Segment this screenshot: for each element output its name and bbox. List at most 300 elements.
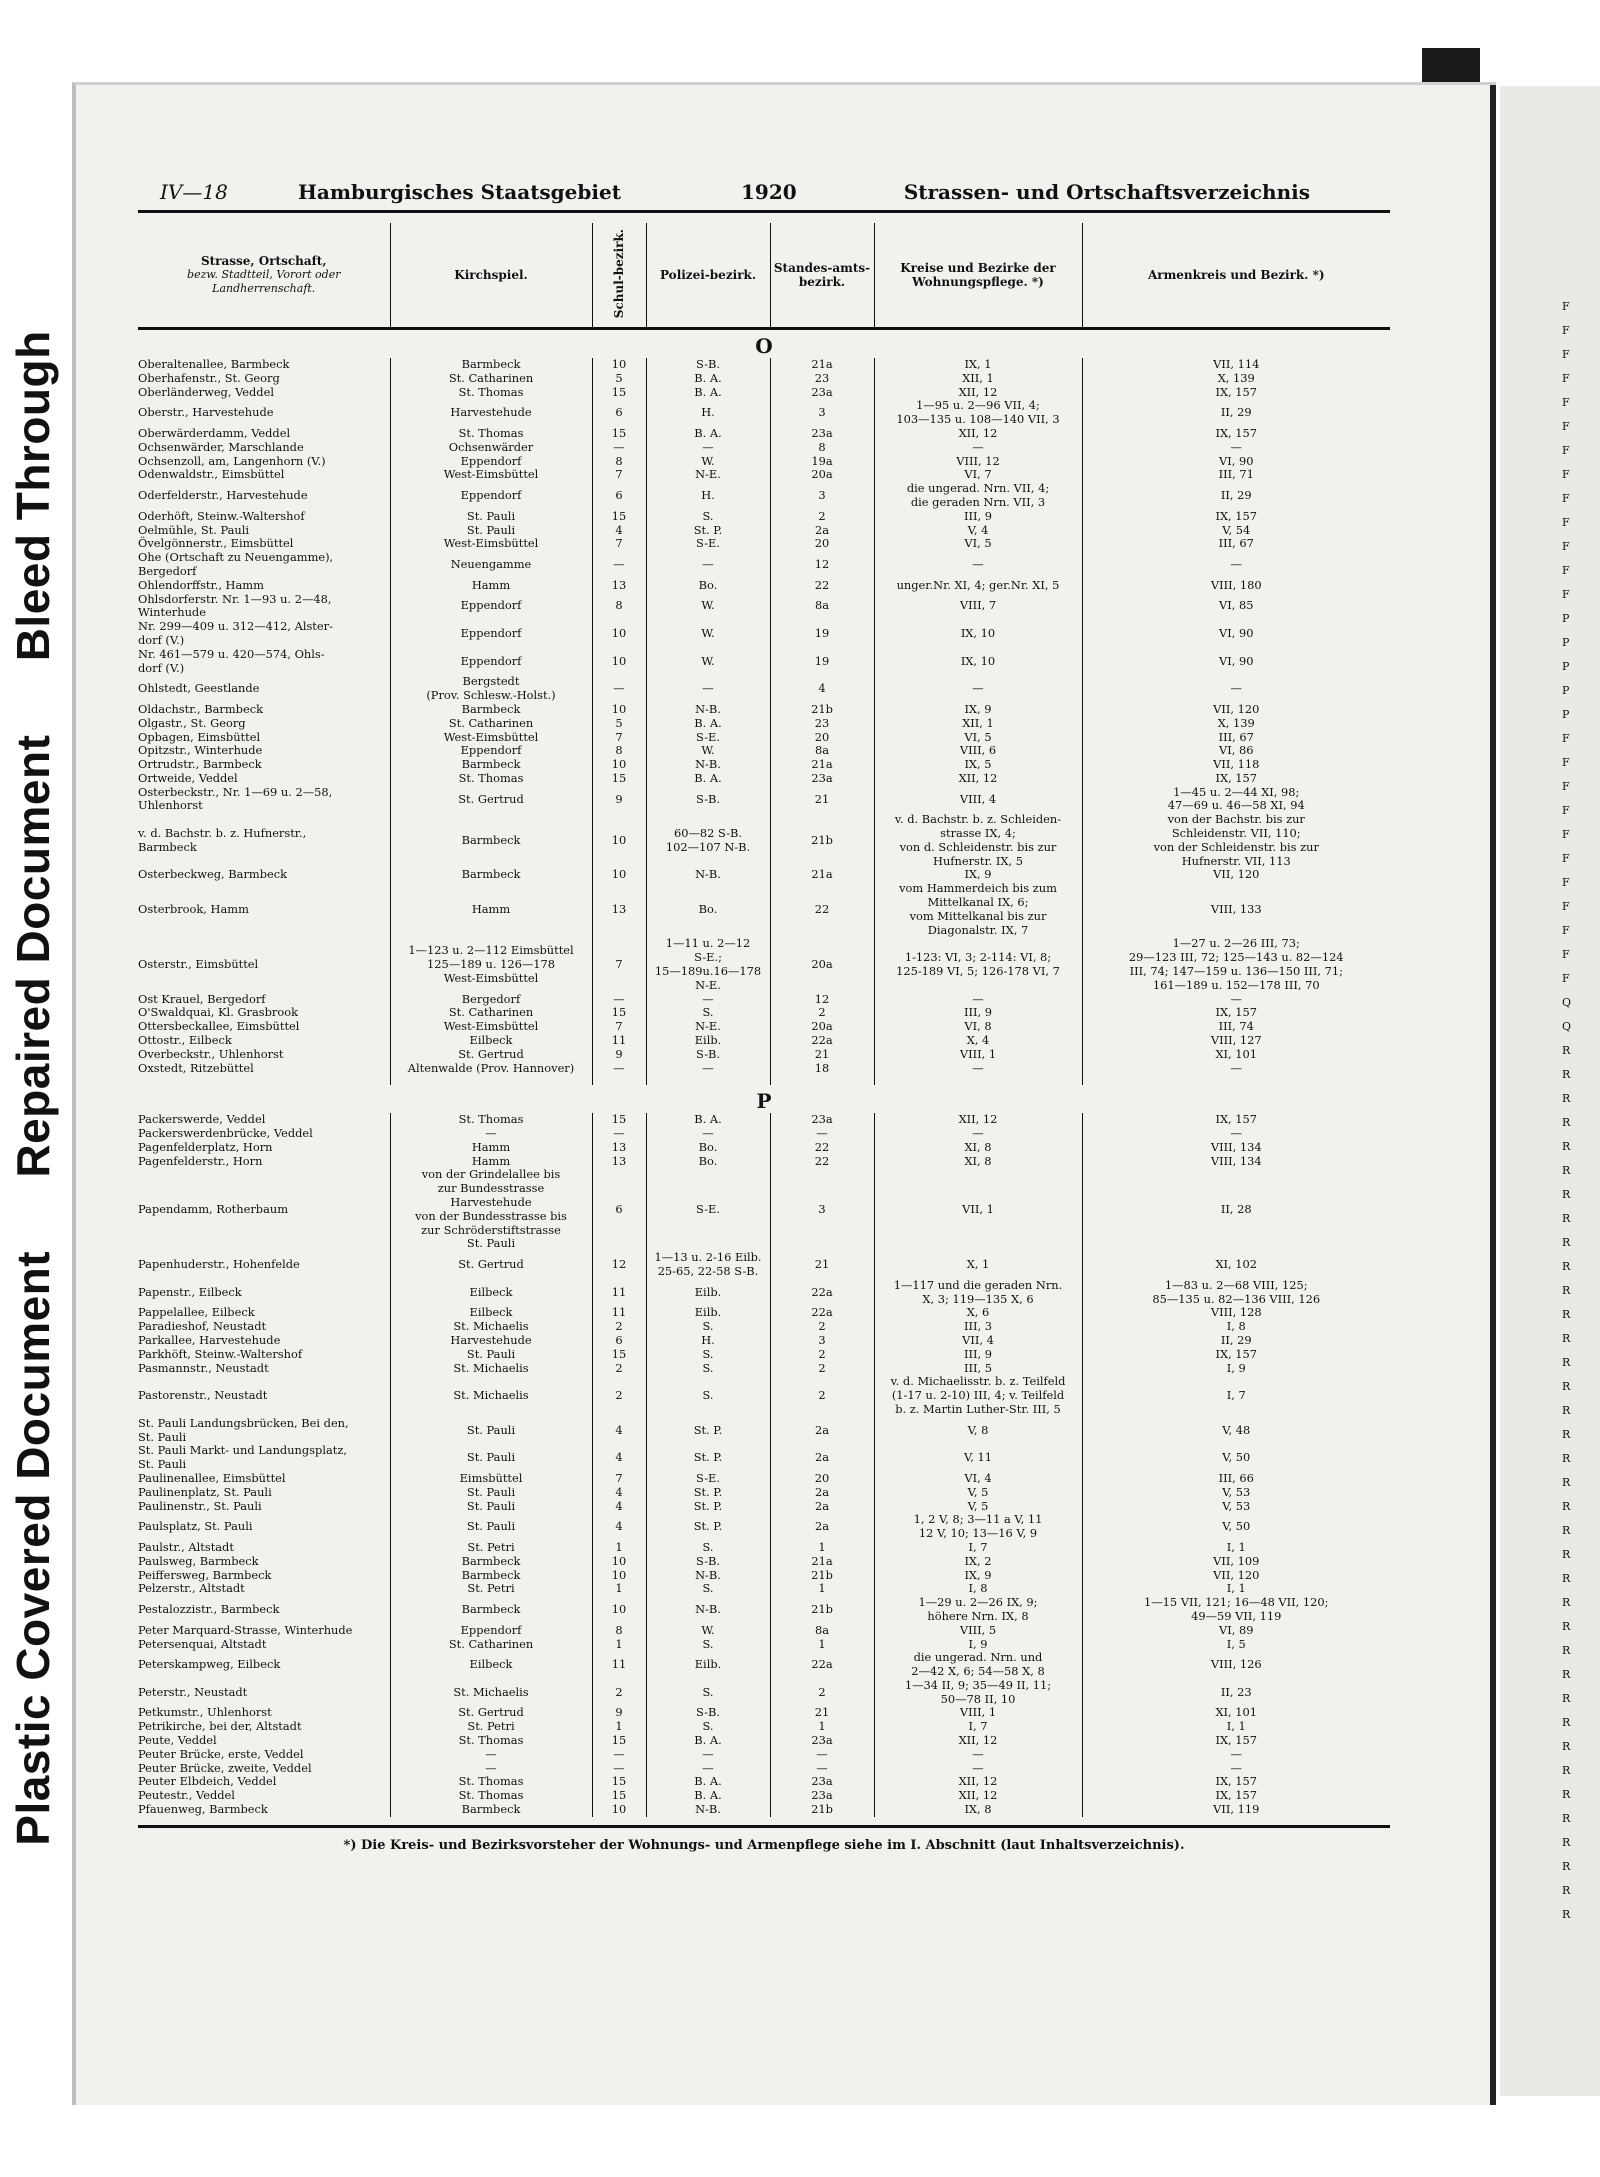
cell-poor-relief: — <box>1082 441 1390 455</box>
facing-page-letter: F <box>1562 972 1570 985</box>
facing-page-letter: R <box>1562 1236 1571 1249</box>
cell-poor-relief: — <box>1082 1062 1390 1076</box>
facing-page-letter: R <box>1562 1188 1571 1201</box>
cell-poor-relief: XI, 102 <box>1082 1251 1390 1279</box>
cell-school: 13 <box>592 1141 646 1155</box>
facing-page-letter: R <box>1562 1068 1571 1081</box>
cell-housing: VI, 5 <box>874 731 1082 745</box>
cell-police: S. <box>646 1638 770 1652</box>
cell-registry: 20a <box>770 937 874 992</box>
table-row <box>138 1362 1390 1376</box>
cell-poor-relief: IX, 157 <box>1082 1775 1390 1789</box>
cell-poor-relief: V, 53 <box>1082 1486 1390 1500</box>
cell-school: 11 <box>592 1034 646 1048</box>
cell-poor-relief: VII, 119 <box>1082 1803 1390 1817</box>
cell-registry: 19a <box>770 455 874 469</box>
cell-street: Paulinenstr., St. Pauli <box>138 1498 262 1513</box>
cell-housing: VII, 4 <box>874 1334 1082 1348</box>
cell-street: Ortweide, Veddel <box>138 770 238 785</box>
cell-registry: 21b <box>770 1569 874 1583</box>
cell-poor-relief: III, 66 <box>1082 1472 1390 1486</box>
cell-registry: 21 <box>770 1048 874 1062</box>
cell-registry: 8a <box>770 593 874 621</box>
cell-street: Osterbeckweg, Barmbeck <box>138 867 288 882</box>
table-row <box>138 1706 1390 1720</box>
cell-police: N-B. <box>646 758 770 772</box>
cell-housing: v. d. Bachstr. b. z. Schleiden- strasse IX, 4; von d. Schleidenstr. bis zur Hufnerstr. IX, 5 <box>874 813 1082 868</box>
cell-school: 10 <box>592 1555 646 1569</box>
cell-parish: Hamm <box>390 579 592 593</box>
cell-street: Pestalozzistr., Barmbeck <box>138 1602 280 1616</box>
cell-school: 7 <box>592 937 646 992</box>
cell-school: — <box>592 1762 646 1776</box>
table-row <box>138 1155 1390 1169</box>
cell-registry: 12 <box>770 551 874 579</box>
cell-poor-relief: I, 1 <box>1082 1541 1390 1555</box>
facing-page-letter: F <box>1562 780 1570 793</box>
facing-page-letter: R <box>1562 1260 1571 1273</box>
cell-housing: IX, 9 <box>874 1569 1082 1583</box>
cell-poor-relief: V, 53 <box>1082 1500 1390 1514</box>
table-row <box>138 868 1390 882</box>
cell-police: B. A. <box>646 1789 770 1803</box>
cell-police: S-B. <box>646 1706 770 1720</box>
cell-housing: 1—34 II, 9; 35—49 II, 11; 50—78 II, 10 <box>874 1679 1082 1707</box>
table-row <box>138 1251 1390 1279</box>
column-header-street: Strasse, Ortschaft, bezw. Stadtteil, Vorort oder Landherrenschaft. <box>138 223 390 329</box>
cell-poor-relief: V, 54 <box>1082 524 1390 538</box>
cell-street: Osterstr., Eimsbüttel <box>138 957 259 972</box>
cell-street: Peterskampweg, Eilbeck <box>138 1657 281 1672</box>
cell-registry: 2a <box>770 1513 874 1541</box>
table-row <box>138 482 1390 510</box>
cell-registry: 22 <box>770 579 874 593</box>
section-letter-row <box>138 1085 1390 1113</box>
cell-street: Ochsenwärder, Marschlande <box>138 439 304 454</box>
cell-parish: Bergedorf <box>390 993 592 1007</box>
cell-parish: St. Thomas <box>390 1775 592 1789</box>
cell-parish: Hamm <box>390 1155 592 1169</box>
cell-parish: Barmbeck <box>390 358 592 372</box>
cell-school: 13 <box>592 1155 646 1169</box>
cell-registry: 22a <box>770 1306 874 1320</box>
cell-housing: III, 9 <box>874 510 1082 524</box>
cell-housing: IX, 9 <box>874 868 1082 882</box>
cell-poor-relief: 1—27 u. 2—26 III, 73; 29—123 III, 72; 125—143 u. 82—124 III, 74; 147—159 u. 136—150 III, 71; 161—189 u. 152—178 III, 70 <box>1082 937 1390 992</box>
cell-housing: VI, 5 <box>874 537 1082 551</box>
cell-housing: — <box>874 441 1082 455</box>
table-row <box>138 675 1390 703</box>
cell-housing: VIII, 12 <box>874 455 1082 469</box>
facing-page-letter: R <box>1562 1428 1571 1441</box>
cell-street: Papenhuderstr., Hohenfelde <box>138 1257 300 1272</box>
facing-page-letter: R <box>1562 1548 1571 1561</box>
cell-poor-relief: I, 5 <box>1082 1638 1390 1652</box>
cell-parish: Harvestehude <box>390 1334 592 1348</box>
cell-street: Övelgönnerstr., Eimsbüttel <box>138 536 294 551</box>
cell-poor-relief: V, 50 <box>1082 1444 1390 1472</box>
cell-parish: St. Pauli <box>390 1444 592 1472</box>
cell-poor-relief: II, 23 <box>1082 1679 1390 1707</box>
cell-school: — <box>592 993 646 1007</box>
cell-registry: 23a <box>770 772 874 786</box>
cell-police: W. <box>646 648 770 676</box>
cell-street: Pfauenweg, Barmbeck <box>138 1802 268 1817</box>
cell-police: W. <box>646 620 770 648</box>
cell-police: S. <box>646 1720 770 1734</box>
cell-poor-relief: II, 29 <box>1082 399 1390 427</box>
cell-school: 1 <box>592 1582 646 1596</box>
cell-poor-relief: IX, 157 <box>1082 427 1390 441</box>
cell-school: 4 <box>592 1500 646 1514</box>
cell-school: 1 <box>592 1720 646 1734</box>
cell-police: B. A. <box>646 772 770 786</box>
cell-housing: XII, 12 <box>874 1113 1082 1127</box>
cell-street: Oberwärderdamm, Veddel <box>138 425 291 440</box>
column-header-police: Polizei-bezirk. <box>646 223 770 329</box>
table-row <box>138 372 1390 386</box>
cell-street: Peuter Elbdeich, Veddel <box>138 1774 277 1789</box>
cell-school: 1 <box>592 1541 646 1555</box>
table-row <box>138 399 1390 427</box>
cell-school: 9 <box>592 1048 646 1062</box>
cell-poor-relief: IX, 157 <box>1082 772 1390 786</box>
cell-police: S. <box>646 1679 770 1707</box>
cell-street: Overbeckstr., Uhlenhorst <box>138 1046 284 1061</box>
cell-registry: 21a <box>770 758 874 772</box>
cell-police: — <box>646 993 770 1007</box>
cell-registry: 23a <box>770 427 874 441</box>
cell-housing: I, 8 <box>874 1582 1082 1596</box>
cell-poor-relief: — <box>1082 675 1390 703</box>
cell-registry: 2 <box>770 1006 874 1020</box>
running-head <box>138 180 1390 213</box>
cell-street: Nr. 461—579 u. 420—574, Ohls- dorf (V.) <box>138 646 325 675</box>
cell-street: Oderhöft, Steinw.-Waltershof <box>138 508 305 523</box>
cell-housing: XII, 12 <box>874 772 1082 786</box>
cell-poor-relief: VIII, 126 <box>1082 1651 1390 1679</box>
cell-street: Pappelallee, Eilbeck <box>138 1305 255 1320</box>
table-row <box>138 1375 1390 1416</box>
cell-housing: VIII, 5 <box>874 1624 1082 1638</box>
cell-housing: V, 5 <box>874 1500 1082 1514</box>
cell-poor-relief: VI, 90 <box>1082 648 1390 676</box>
cell-parish: Barmbeck <box>390 1555 592 1569</box>
cell-housing: 1-123: VI, 3; 2-114: VI, 8; 125-189 VI, 5; 126-178 VI, 7 <box>874 937 1082 992</box>
cell-school: — <box>592 551 646 579</box>
cell-parish: — <box>390 1748 592 1762</box>
cell-poor-relief: von der Bachstr. bis zur Schleidenstr. VII, 110; von der Schleidenstr. bis zur Hufnerstr. VII, 113 <box>1082 813 1390 868</box>
cell-registry: 12 <box>770 993 874 1007</box>
table-row <box>138 1417 1390 1445</box>
facing-page-letter: R <box>1562 1644 1571 1657</box>
facing-page-letter: P <box>1562 708 1570 721</box>
facing-page-letter: R <box>1562 1596 1571 1609</box>
cell-poor-relief: VI, 85 <box>1082 593 1390 621</box>
cell-street: Ottostr., Eilbeck <box>138 1033 232 1048</box>
facing-page-letter: F <box>1562 468 1570 481</box>
cell-parish: St. Gertrud <box>390 1251 592 1279</box>
cell-school: 10 <box>592 1569 646 1583</box>
cell-registry: 22 <box>770 882 874 937</box>
table-row <box>138 1348 1390 1362</box>
facing-page-letter: F <box>1562 324 1570 337</box>
facing-page-letter: R <box>1562 1908 1571 1921</box>
cell-parish: St. Thomas <box>390 386 592 400</box>
cell-housing: V, 8 <box>874 1417 1082 1445</box>
table-row <box>138 593 1390 621</box>
cell-housing: X, 1 <box>874 1251 1082 1279</box>
cell-poor-relief: II, 29 <box>1082 1334 1390 1348</box>
cell-registry: 20a <box>770 1020 874 1034</box>
cell-poor-relief: VIII, 127 <box>1082 1034 1390 1048</box>
table-row <box>138 1803 1390 1817</box>
cell-poor-relief: VI, 90 <box>1082 620 1390 648</box>
cell-poor-relief: 1—45 u. 2—44 XI, 98; 47—69 u. 46—58 XI, 94 <box>1082 786 1390 814</box>
table-row <box>138 1034 1390 1048</box>
cell-street: Petrikirche, bei der, Altstadt <box>138 1719 302 1734</box>
facing-page-letter: F <box>1562 396 1570 409</box>
cell-police: S-B. <box>646 358 770 372</box>
table-row <box>138 386 1390 400</box>
cell-parish: von der Grindelallee bis zur Bundesstrasse Harvestehude von der Bundesstrasse bis zur Schröderstiftstrasse St. Pauli <box>390 1168 592 1251</box>
table-row <box>138 1679 1390 1707</box>
cell-police: S. <box>646 1375 770 1416</box>
cell-street: Paulstr., Altstadt <box>138 1539 234 1554</box>
cell-housing: XII, 12 <box>874 1789 1082 1803</box>
facing-page-letter: F <box>1562 300 1570 313</box>
table-row <box>138 1486 1390 1500</box>
cell-school: 4 <box>592 524 646 538</box>
facing-page-letter: F <box>1562 348 1570 361</box>
cell-poor-relief: V, 48 <box>1082 1417 1390 1445</box>
cell-housing: — <box>874 1062 1082 1076</box>
archive-sidebar <box>0 0 66 2177</box>
cell-school: 7 <box>592 1020 646 1034</box>
cell-school: — <box>592 1062 646 1076</box>
directory-title: Strassen- und Ortschaftsverzeichnis <box>903 180 1310 204</box>
cell-school: 8 <box>592 455 646 469</box>
facing-page-letter: R <box>1562 1620 1571 1633</box>
cell-school: 10 <box>592 648 646 676</box>
cell-registry: 2a <box>770 1500 874 1514</box>
cell-street: Peuter Brücke, zweite, Veddel <box>138 1760 312 1775</box>
table-row <box>138 1789 1390 1803</box>
cell-police: N-B. <box>646 1569 770 1583</box>
column-header-parish: Kirchspiel. <box>390 223 592 329</box>
facing-page-letter: R <box>1562 1812 1571 1825</box>
cell-housing: — <box>874 993 1082 1007</box>
cell-police: S. <box>646 1362 770 1376</box>
facing-page-letter: F <box>1562 372 1570 385</box>
cell-poor-relief: IX, 157 <box>1082 510 1390 524</box>
cell-parish: St. Thomas <box>390 427 592 441</box>
cell-school: 4 <box>592 1417 646 1445</box>
cell-housing: I, 9 <box>874 1638 1082 1652</box>
cell-police: — <box>646 1762 770 1776</box>
cell-school: 15 <box>592 510 646 524</box>
cell-housing: V, 5 <box>874 1486 1082 1500</box>
cell-registry: 22a <box>770 1651 874 1679</box>
facing-page-letter: R <box>1562 1380 1571 1393</box>
cell-police: H. <box>646 399 770 427</box>
facing-page-letter: F <box>1562 828 1570 841</box>
cell-school: 15 <box>592 1348 646 1362</box>
cell-parish: Eppendorf <box>390 482 592 510</box>
cell-school: 10 <box>592 1596 646 1624</box>
cell-parish: West-Eimsbüttel <box>390 468 592 482</box>
cell-registry: 20 <box>770 1472 874 1486</box>
cell-school: 2 <box>592 1362 646 1376</box>
cell-housing: — <box>874 1748 1082 1762</box>
table-row <box>138 1306 1390 1320</box>
cell-poor-relief: I, 1 <box>1082 1582 1390 1596</box>
cell-registry: 23a <box>770 1113 874 1127</box>
cell-registry: 2a <box>770 1486 874 1500</box>
cell-parish: Eppendorf <box>390 455 592 469</box>
facing-page-letter: R <box>1562 1212 1571 1225</box>
cell-school: 10 <box>592 620 646 648</box>
table-row <box>138 1624 1390 1638</box>
cell-police: N-B. <box>646 868 770 882</box>
table-row <box>138 524 1390 538</box>
cell-registry: 1 <box>770 1720 874 1734</box>
cell-police: B. A. <box>646 1113 770 1127</box>
publication-year: 1920 <box>741 180 797 204</box>
table-row <box>138 786 1390 814</box>
cell-police: W. <box>646 1624 770 1638</box>
cell-police: Bo. <box>646 1141 770 1155</box>
table-row <box>138 441 1390 455</box>
cell-registry: — <box>770 1748 874 1762</box>
cell-school: 15 <box>592 427 646 441</box>
cell-poor-relief: I, 1 <box>1082 1720 1390 1734</box>
cell-housing: XII, 12 <box>874 386 1082 400</box>
table-row <box>138 1062 1390 1076</box>
cell-poor-relief: I, 9 <box>1082 1362 1390 1376</box>
cell-poor-relief: 1—83 u. 2—68 VIII, 125; 85—135 u. 82—136 VIII, 126 <box>1082 1279 1390 1307</box>
cell-street: Oberaltenallee, Barmbeck <box>138 356 290 371</box>
facing-page-letter: F <box>1562 900 1570 913</box>
cell-street: Oxstedt, Ritzebüttel <box>138 1060 254 1075</box>
cell-registry: 21 <box>770 1706 874 1720</box>
cell-poor-relief: I, 8 <box>1082 1320 1390 1334</box>
table-row <box>138 1127 1390 1141</box>
table-row <box>138 717 1390 731</box>
facing-page-letter: Q <box>1562 996 1572 1009</box>
cell-parish: St. Pauli <box>390 1486 592 1500</box>
cell-parish: St. Pauli <box>390 1417 592 1445</box>
cell-registry: 2 <box>770 1348 874 1362</box>
cell-police: — <box>646 551 770 579</box>
cell-poor-relief: VI, 86 <box>1082 744 1390 758</box>
cell-poor-relief: VIII, 180 <box>1082 579 1390 593</box>
cell-parish: St. Catharinen <box>390 1638 592 1652</box>
cell-police: S-E. <box>646 537 770 551</box>
cell-school: 7 <box>592 1472 646 1486</box>
table-row <box>138 620 1390 648</box>
cell-parish: Ochsenwärder <box>390 441 592 455</box>
cell-poor-relief: IX, 157 <box>1082 1006 1390 1020</box>
cell-police: S-B. <box>646 1048 770 1062</box>
cell-registry: 8a <box>770 1624 874 1638</box>
cell-street: Papenstr., Eilbeck <box>138 1284 242 1299</box>
cell-housing: IX, 5 <box>874 758 1082 772</box>
cell-school: 2 <box>592 1679 646 1707</box>
cell-poor-relief: IX, 157 <box>1082 1113 1390 1127</box>
table-row <box>138 427 1390 441</box>
cell-housing: VI, 4 <box>874 1472 1082 1486</box>
cell-police: — <box>646 1062 770 1076</box>
cell-parish: Barmbeck <box>390 813 592 868</box>
cell-school: 4 <box>592 1513 646 1541</box>
cell-school: 15 <box>592 1734 646 1748</box>
table-row <box>138 744 1390 758</box>
cell-registry: 21 <box>770 1251 874 1279</box>
footnote: *) Die Kreis- und Bezirksvorsteher der Wohnungs- und Armenpflege siehe im I. Abschnitt (laut Inhaltsverzeichnis). <box>138 1825 1390 1853</box>
cell-police: S-E. <box>646 1168 770 1251</box>
cell-poor-relief: III, 67 <box>1082 731 1390 745</box>
cell-street: Paulinenallee, Eimsbüttel <box>138 1470 286 1485</box>
cell-parish: Barmbeck <box>390 758 592 772</box>
cell-police: S-E. <box>646 1472 770 1486</box>
cell-registry: 21b <box>770 1803 874 1817</box>
cell-registry: 3 <box>770 399 874 427</box>
cell-housing: III, 9 <box>874 1006 1082 1020</box>
cell-street: Ohlsdorferstr. Nr. 1—93 u. 2—48, Winterhude <box>138 591 332 620</box>
cell-police: S. <box>646 1582 770 1596</box>
cell-street: Pagenfelderstr., Horn <box>138 1153 263 1168</box>
cell-poor-relief: IX, 157 <box>1082 1789 1390 1803</box>
cell-housing: — <box>874 1127 1082 1141</box>
cell-parish: Bergstedt (Prov. Schlesw.-Holst.) <box>390 675 592 703</box>
cell-housing: I, 7 <box>874 1541 1082 1555</box>
cell-school: 15 <box>592 386 646 400</box>
cell-police: B. A. <box>646 427 770 441</box>
cell-school: 8 <box>592 744 646 758</box>
table-row <box>138 455 1390 469</box>
facing-page-letter: R <box>1562 1860 1571 1873</box>
cell-registry: 23a <box>770 1775 874 1789</box>
facing-page-letter: R <box>1562 1692 1571 1705</box>
cell-police: S. <box>646 510 770 524</box>
table-row <box>138 1582 1390 1596</box>
cell-street: Osterbrook, Hamm <box>138 901 249 916</box>
table-row <box>138 579 1390 593</box>
facing-page-letter: R <box>1562 1500 1571 1513</box>
cell-school: 10 <box>592 1803 646 1817</box>
cell-poor-relief: VII, 114 <box>1082 358 1390 372</box>
cell-street: Oelmühle, St. Pauli <box>138 522 250 537</box>
cell-registry: 20 <box>770 731 874 745</box>
cell-parish: West-Eimsbüttel <box>390 537 592 551</box>
facing-page-letter: Q <box>1562 1020 1572 1033</box>
cell-registry: 23a <box>770 386 874 400</box>
cell-housing: VIII, 7 <box>874 593 1082 621</box>
cell-parish: Barmbeck <box>390 1803 592 1817</box>
cell-school: 1 <box>592 1638 646 1652</box>
cell-housing: IX, 10 <box>874 620 1082 648</box>
table-row <box>138 358 1390 372</box>
cell-street: Ost Krauel, Bergedorf <box>138 991 266 1006</box>
table-row <box>138 1472 1390 1486</box>
cell-housing: IX, 8 <box>874 1803 1082 1817</box>
cell-parish: Eppendorf <box>390 593 592 621</box>
cell-parish: Eilbeck <box>390 1306 592 1320</box>
cell-street: Ochsenzoll, am, Langenhorn (V.) <box>138 453 326 468</box>
cell-police: W. <box>646 593 770 621</box>
cell-parish: Eppendorf <box>390 1624 592 1638</box>
